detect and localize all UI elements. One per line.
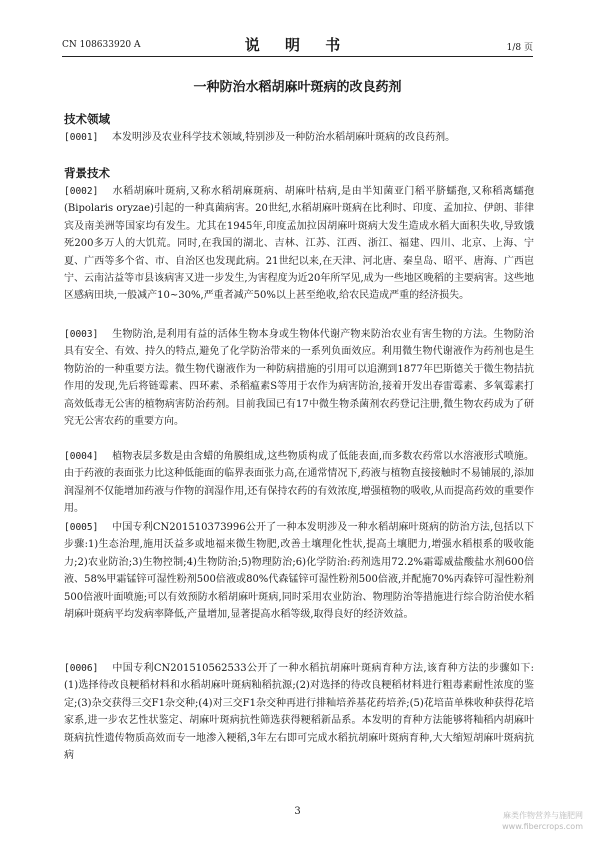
document-title: 一种防治水稻胡麻叶斑病的改良药剂 (193, 80, 402, 95)
document-type: 说 明 书 (244, 36, 351, 54)
paragraph-number: [0003] (64, 329, 99, 340)
paragraph-0006 (64, 660, 534, 764)
paragraph-number: [0002] (64, 186, 99, 197)
watermark (502, 810, 583, 832)
paragraph-number: [0006] (64, 663, 99, 674)
watermark-url: www.fibercrops.com (502, 822, 583, 831)
paragraph-text: 中国专利CN201510562533公开了一种水稻抗胡麻叶斑病育种方法,该育种方法的步骤如下:(1)选择待改良粳稻材料和水稻胡麻叶斑病籼稻抗源;(2)对选择的待改良粳稻材料进行粗毒素耐性浓度的鉴定;(3)杂交获得三交F1杂交种;(4)对三交F1杂交种再进行排籼培养基花药培养;(5)花培苗单株收种获得花培家系,进一步农艺性状鉴定、胡麻叶斑病抗性筛选获得粳稻新品系。本发明的育种方法能够将籼稻内胡麻叶斑病抗性遗传物质高效而专一地渗入粳稻,3年左右即可完成水稻抗胡麻叶斑病育种,大大缩短胡麻叶斑病抗病 (64, 663, 534, 762)
paragraph-text: 生物防治,是利用有益的活体生物本身或生物体代谢产物来防治农业有害生物的方法。生物防治具有安全、有效、持久的特点,避免了化学防治带来的一系列负面效应。利用微生物代谢液作为药剂也是生物防治的一种重要方法。微生物代谢液作为一种防病措施的引用可以追溯到1877年巴斯德关于微生物拮抗作用的发现,先后将链霉素、四环素、杀稻瘟素S等用于农作为病害防治,接着开发出春雷霉素、多氧霉素打高效低毒无公害的植物病害防治药剂。目前我国已有17中微生物杀菌剂农药登记注册,微生物农药成为了研究无公害农药的重要方向。 (64, 329, 534, 428)
section-heading-technical-field: 技术领域 (64, 112, 110, 126)
page-number: 3 (294, 806, 301, 817)
section-heading-background: 背景技术 (64, 166, 110, 180)
paragraph-0004 (64, 448, 534, 518)
paragraph-0005 (64, 519, 534, 623)
paragraph-text: 本发明涉及农业科学技术领域,特别涉及一种防治水稻胡麻叶斑病的改良药剂。 (112, 132, 456, 143)
paragraph-0001 (64, 129, 534, 146)
page-info: 1/8 页 (506, 43, 533, 53)
header-rule (62, 56, 533, 57)
watermark-title: 麻类作物营养与施肥网 (503, 811, 583, 820)
paragraph-text: 水稻胡麻叶斑病,又称水稻胡麻斑病、胡麻叶枯病,是由半知菌亚门稻平脐蠕孢,又称稻离蠕孢(Bipolaris oryzae)引起的一种真菌病害。20世纪,水稻胡麻叶斑病在比利时、印度、孟加拉、伊朗、菲律宾及南美洲等国家均有发生。尤其在1945年,印度孟加拉因胡麻叶斑病大发生造成水稻大面积失收,导致饿死200多万人的大饥荒。同时,在我国的湖北、吉林、江苏、江西、浙江、福建、四川、北京、上海、宁夏、广西等多个省、市、自治区也发现此病。21世纪以来,在天津、河北唐、秦皇岛、昭平、唐海、广西岜宁、云南沾益等市县该病害又进一步发生,为害程度为近20年所罕见,成为一些地区晚稻的主要病害。这些地区感病田块,一般减产10~30%,严重者减产50%以上甚至绝收,给农民造成严重的经济损失。 (64, 186, 534, 302)
paragraph-number: [0001] (64, 132, 99, 143)
page-header (62, 32, 533, 54)
paragraph-text: 中国专利CN201510373996公开了一种本发明涉及一种水稻胡麻叶斑病的防治方法,包括以下步骤:1)生态治理,施用沃益多或地福来微生物肥,改善土壤理化性状,提高土壤肥力,增强水稻根系的吸收能力;2)农业防治;3)生物控制;4)生物防治;5)物理防治;6)化学防治:药剂选用72.2%霜霉威盐酸盐水剂600倍液、58%甲霜锰锌可湿性粉剂500倍液或80%代森锰锌可湿性粉剂500倍液,并配施70%丙森锌可湿性粉剂500倍液叶面喷施;可以有效预防水稻胡麻叶斑病,同时采用农业防治、物理防治等措施进行综合防治使水稻胡麻叶斑病平均发病率降低,产量增加,显著提高水稻等级,取得良好的经济效益。 (64, 522, 534, 621)
paragraph-number: [0005] (64, 522, 99, 533)
paragraph-0003 (64, 326, 534, 430)
document-number: CN 108633920 A (62, 40, 141, 50)
paragraph-text: 植物表层多数是由含蜡的角膜组成,这些物质构成了低能表面,而多数农药常以水溶液形式喷施。由于药液的表面张力比这种低能面的临界表面张力高,在通常情况下,药液与植物直接接触时不易铺展的,添加润湿剂不仅能增加药液与作物的润湿作用,还有保持农药的有效浓度,增强植物的吸收,从而提高药效的重要作用。 (64, 451, 534, 515)
paragraph-number: [0004] (64, 451, 99, 462)
paragraph-0002 (64, 183, 534, 305)
